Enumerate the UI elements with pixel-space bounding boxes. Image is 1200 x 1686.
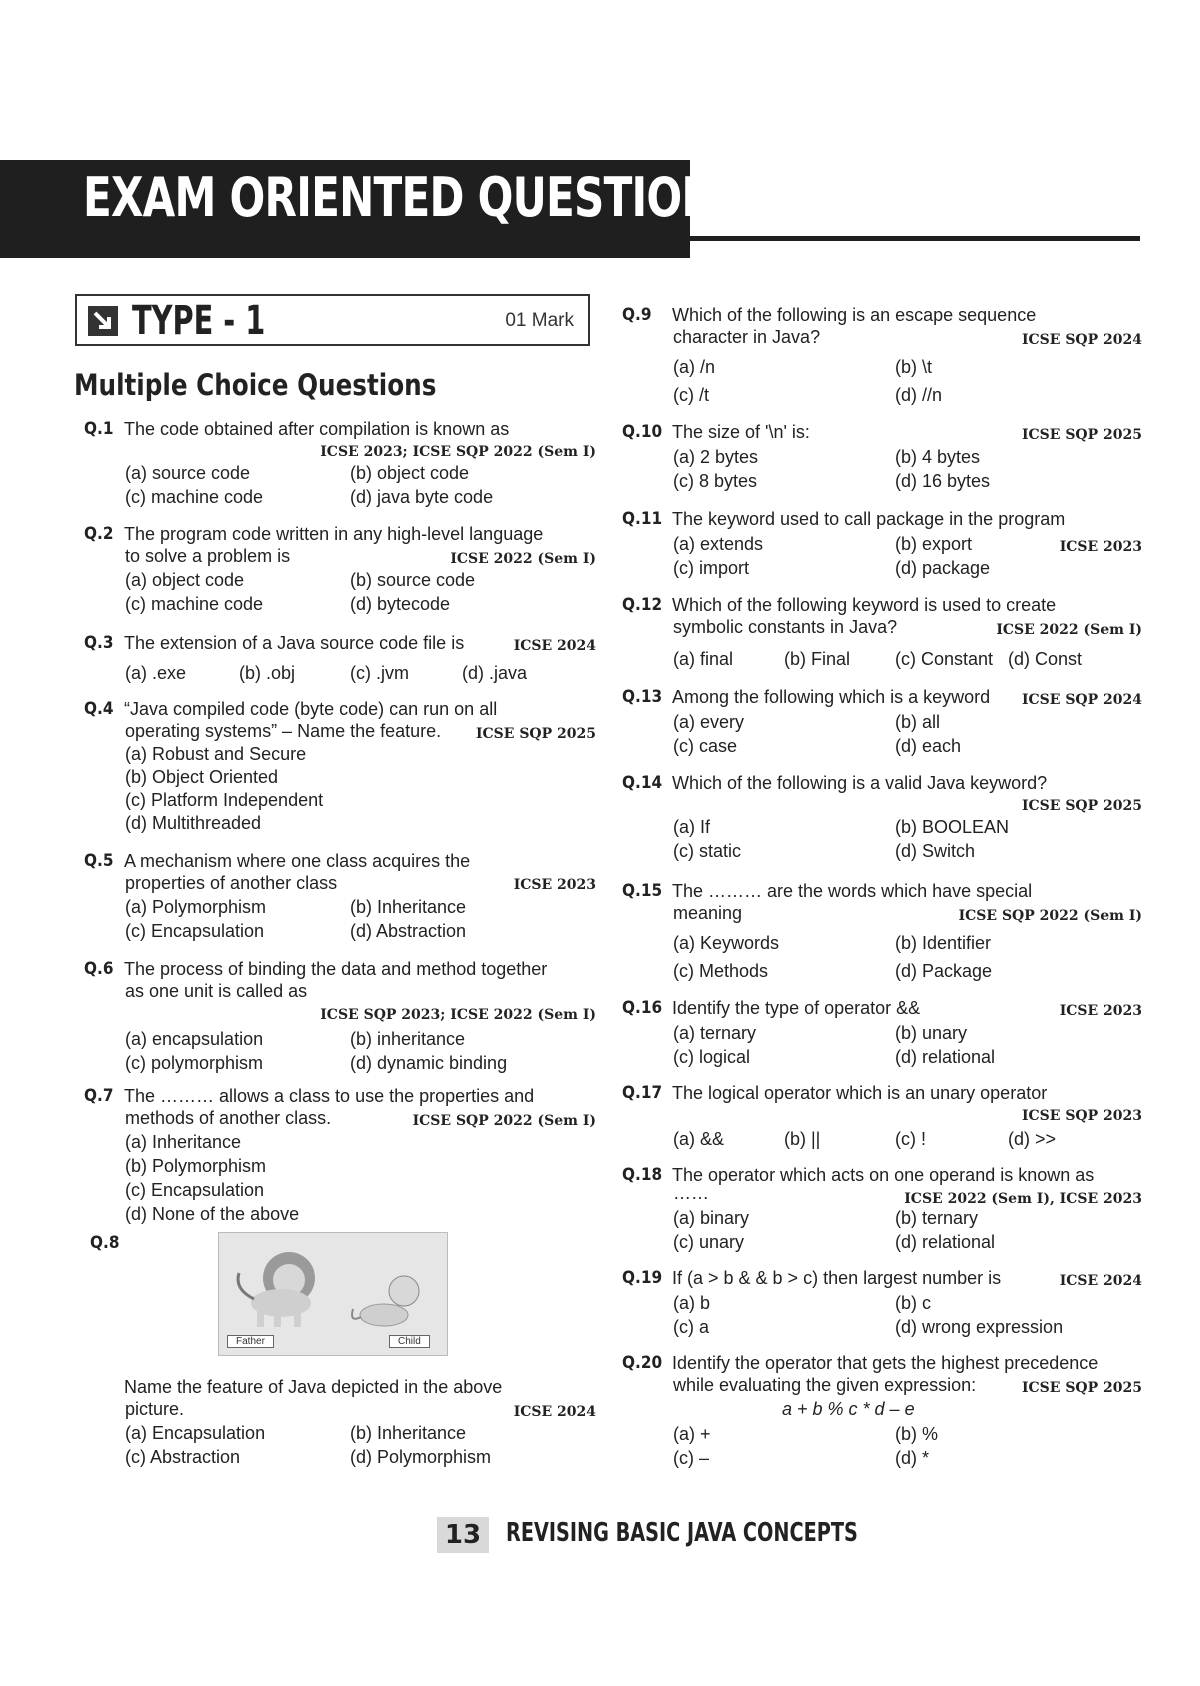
question-number: Q.11 (622, 509, 663, 529)
source-tag: ICSE 2024 (1059, 1273, 1142, 1289)
option: (c) /t (673, 385, 709, 405)
question-text: The process of binding the data and method together (124, 959, 548, 979)
option: (a) Keywords (673, 933, 780, 953)
page-number: 13 (437, 1517, 489, 1553)
option: (d) .java (462, 663, 528, 683)
option: (d) package (895, 558, 991, 578)
question-number: Q.12 (622, 595, 663, 615)
question-text: The program code written in any high-level language (124, 524, 544, 544)
option: (d) 16 bytes (895, 471, 991, 491)
question-number: Q.3 (84, 633, 114, 653)
option: (b) Polymorphism (125, 1156, 267, 1176)
source-tag: ICSE SQP 2025 (1021, 427, 1142, 443)
source-tag: ICSE SQP 2022 (Sem I) (412, 1113, 596, 1129)
option: (d) >> (1008, 1129, 1057, 1149)
option: (d) java byte code (350, 487, 494, 507)
question-text: “Java compiled code (byte code) can run on all (124, 699, 498, 719)
question-text: If (a > b & & b > c) then largest number is (672, 1268, 1002, 1288)
option: (b) all (895, 712, 941, 732)
option: (c) .jvm (350, 663, 409, 683)
question-text: The size of '\n' is: (672, 422, 810, 442)
question-text: Among the following which is a keyword (672, 687, 991, 707)
source-tag: ICSE 2023; ICSE SQP 2022 (Sem I) (320, 444, 596, 460)
question-number: Q.20 (622, 1353, 663, 1373)
option: (b) export (895, 534, 973, 554)
option: (c) polymorphism (125, 1053, 264, 1073)
question-text: Identify the operator that gets the highest precedence (672, 1353, 1099, 1373)
question-number: Q.4 (84, 699, 114, 719)
inheritance-illustration (218, 1232, 448, 1356)
option: (a) encapsulation (125, 1029, 264, 1049)
source-tag: ICSE 2024 (513, 1404, 596, 1420)
source-tag: ICSE 2022 (Sem I), ICSE 2023 (904, 1191, 1142, 1207)
option: (b) Object Oriented (125, 767, 279, 787)
source-tag: ICSE SQP 2025 (1021, 798, 1142, 814)
figure-label-child: Child (389, 1335, 430, 1348)
question-number: Q.5 (84, 851, 114, 871)
option: (d) None of the above (125, 1204, 300, 1224)
option: (c) – (673, 1448, 709, 1468)
question-number: Q.9 (622, 305, 652, 325)
option: (b) 4 bytes (895, 447, 981, 467)
option: (b) inheritance (350, 1029, 466, 1049)
option: (b) BOOLEAN (895, 817, 1010, 837)
type-box (75, 294, 590, 346)
question-number: Q.6 (84, 959, 114, 979)
question-number: Q.7 (84, 1086, 114, 1106)
question-number: Q.19 (622, 1268, 663, 1288)
option: (a) 2 bytes (673, 447, 759, 467)
option: (c) unary (673, 1232, 745, 1252)
question-number: Q.14 (622, 773, 663, 793)
option: (c) case (673, 736, 738, 756)
option: (c) Encapsulation (125, 921, 265, 941)
source-tag: ICSE 2023 (513, 877, 596, 893)
option: (d) wrong expression (895, 1317, 1064, 1337)
option: (c) static (673, 841, 742, 861)
question-text: The keyword used to call package in the program (672, 509, 1066, 529)
option: (a) If (673, 817, 711, 837)
question-text: The operator which acts on one operand is known as (672, 1165, 1095, 1185)
question-text: Which of the following is an escape sequence (672, 305, 1037, 325)
question-text: methods of another class. (125, 1108, 332, 1128)
option: (a) Robust and Secure (125, 744, 307, 764)
question-text: meaning (673, 903, 743, 923)
option: (b) Inheritance (350, 897, 467, 917)
question-text: picture. (125, 1399, 185, 1419)
option: (c) 8 bytes (673, 471, 758, 491)
option: (b) Final (784, 649, 851, 669)
option: (c) Methods (673, 961, 769, 981)
option: (a) extends (673, 534, 764, 554)
option: (b) source code (350, 570, 476, 590)
question-text: The ……… are the words which have special (672, 881, 1033, 901)
source-tag: ICSE 2022 (Sem I) (996, 622, 1142, 638)
question-number: Q.13 (622, 687, 663, 707)
source-tag: ICSE SQP 2024 (1021, 332, 1142, 348)
question-text: operating systems” – Name the feature. (125, 721, 442, 741)
question-number: Q.1 (84, 419, 114, 439)
option: (a) source code (125, 463, 251, 483)
option: (c) import (673, 558, 749, 578)
option: (c) Constant (895, 649, 994, 669)
question-text: character in Java? (673, 327, 821, 347)
option: (a) .exe (125, 663, 187, 683)
question-number: Q.18 (622, 1165, 663, 1185)
option: (d) //n (895, 385, 943, 405)
option: (b) .obj (239, 663, 296, 683)
source-tag: ICSE SQP 2025 (1021, 1380, 1142, 1396)
option: (d) dynamic binding (350, 1053, 508, 1073)
question-text: as one unit is called as (125, 981, 308, 1001)
source-tag: ICSE SQP 2022 (Sem I) (958, 908, 1142, 924)
option: (a) + (673, 1424, 711, 1444)
option: (a) binary (673, 1208, 750, 1228)
option: (d) each (895, 736, 962, 756)
option: (c) Abstraction (125, 1447, 241, 1467)
question-text: Identify the type of operator && (672, 998, 921, 1018)
option: (b) Identifier (895, 933, 992, 953)
page-title: EXAM ORIENTED QUESTIONS (83, 166, 746, 229)
question-number: Q.16 (622, 998, 663, 1018)
option: (a) Inheritance (125, 1132, 242, 1152)
source-tag: ICSE 2023 (1059, 539, 1142, 555)
question-text: to solve a problem is (125, 546, 291, 566)
question-number: Q.17 (622, 1083, 663, 1103)
question-number: Q.8 (90, 1233, 120, 1253)
option: (c) machine code (125, 487, 264, 507)
option: (a) b (673, 1293, 711, 1313)
option: (d) Polymorphism (350, 1447, 492, 1467)
option: (a) final (673, 649, 734, 669)
question-text: properties of another class (125, 873, 338, 893)
option: (c) ! (895, 1129, 926, 1149)
header-rule (690, 236, 1140, 241)
option: (d) * (895, 1448, 930, 1468)
question-text: Which of the following keyword is used to create (672, 595, 1057, 615)
option: (b) ternary (895, 1208, 979, 1228)
question-text: Which of the following is a valid Java keyword? (672, 773, 1048, 793)
option: (d) Const (1008, 649, 1083, 669)
option: (b) Inheritance (350, 1423, 467, 1443)
question-number: Q.15 (622, 881, 663, 901)
option: (d) Switch (895, 841, 976, 861)
question-text: while evaluating the given expression: (673, 1375, 977, 1395)
question-number: Q.2 (84, 524, 114, 544)
option: (c) a (673, 1317, 709, 1337)
arrow-icon (88, 306, 118, 336)
option: (a) object code (125, 570, 245, 590)
option: (a) Polymorphism (125, 897, 267, 917)
question-text: Name the feature of Java depicted in the above (124, 1377, 503, 1397)
source-tag: ICSE SQP 2025 (475, 726, 596, 742)
question-text: The ……… allows a class to use the properties and (124, 1086, 535, 1106)
source-tag: ICSE SQP 2023 (1021, 1108, 1142, 1124)
question-text: The extension of a Java source code file is (124, 633, 465, 653)
option: (b) || (784, 1129, 821, 1149)
option: (c) Encapsulation (125, 1180, 265, 1200)
option: (b) % (895, 1424, 939, 1444)
marks-label: 01 Mark (505, 310, 574, 331)
question-text: A mechanism where one class acquires the (124, 851, 471, 871)
question-number: Q.10 (622, 422, 663, 442)
question-text: …… (673, 1183, 709, 1203)
type-label: TYPE - 1 (132, 298, 266, 344)
option: (d) bytecode (350, 594, 451, 614)
option: (c) machine code (125, 594, 264, 614)
option: (d) Package (895, 961, 993, 981)
option: (b) object code (350, 463, 470, 483)
question-text: The code obtained after compilation is known as (124, 419, 510, 439)
option: (d) relational (895, 1232, 996, 1252)
source-tag: ICSE SQP 2024 (1021, 692, 1142, 708)
option: (c) Platform Independent (125, 790, 324, 810)
option: (b) c (895, 1293, 931, 1313)
option: (d) Abstraction (350, 921, 467, 941)
lion-family-image (219, 1233, 447, 1333)
source-tag: ICSE 2023 (1059, 1003, 1142, 1019)
option: (a) ternary (673, 1023, 757, 1043)
option: (b) \t (895, 357, 933, 377)
option: (a) Encapsulation (125, 1423, 266, 1443)
figure-label-father: Father (227, 1335, 274, 1348)
option: (a) every (673, 712, 745, 732)
expression: a + b % c * d – e (782, 1399, 915, 1419)
source-tag: ICSE 2024 (513, 638, 596, 654)
option: (c) logical (673, 1047, 751, 1067)
option: (d) relational (895, 1047, 996, 1067)
option: (a) /n (673, 357, 716, 377)
question-text: symbolic constants in Java? (673, 617, 898, 637)
option: (b) unary (895, 1023, 968, 1043)
chapter-title: REVISING BASIC JAVA CONCEPTS (506, 1518, 858, 1548)
section-title: Multiple Choice Questions (74, 368, 437, 402)
option: (a) && (673, 1129, 725, 1149)
source-tag: ICSE 2022 (Sem I) (450, 551, 596, 567)
source-tag: ICSE SQP 2023; ICSE 2022 (Sem I) (320, 1007, 596, 1023)
question-text: The logical operator which is an unary operator (672, 1083, 1048, 1103)
option: (d) Multithreaded (125, 813, 262, 833)
